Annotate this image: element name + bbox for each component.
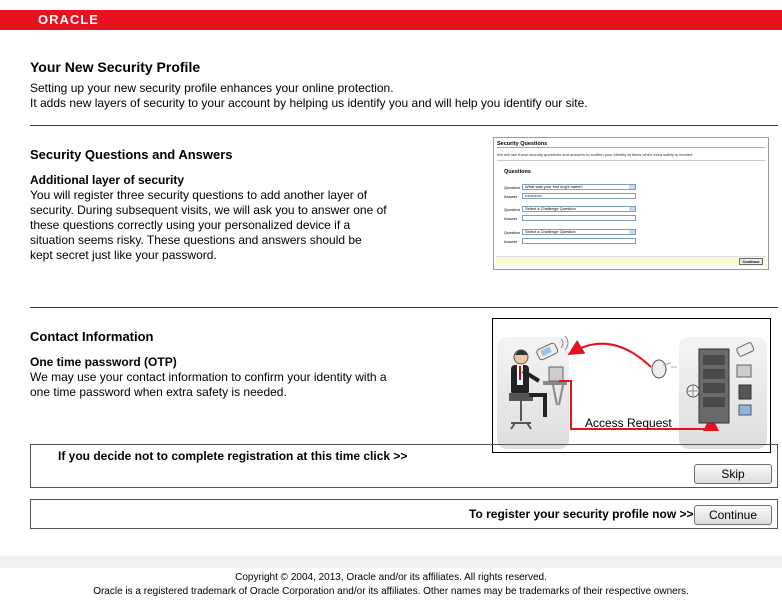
footer-trademark: Oracle is a registered trademark of Oracle Corporation and/or its affiliates. Other names may be trademarks of their respective owners. [93, 586, 689, 597]
skip-prompt: If you decide not to complete registration at this time click >> [58, 449, 408, 463]
preview-answer-input [522, 215, 636, 221]
skip-button[interactable]: Skip [694, 464, 772, 484]
chevron-down-icon [629, 207, 635, 211]
preview-question-label: Question [504, 185, 521, 190]
divider [30, 125, 778, 126]
preview-description: We will use these security questions and answers to confirm your identity at times when extra safety is needed. [497, 152, 694, 157]
preview-question-select: What was your first dog's name? [522, 184, 636, 190]
intro-line-1: Setting up your new security profile enhances your online protection. [30, 81, 394, 95]
preview-answer-label: Answer [504, 239, 518, 244]
preview-footer [496, 256, 766, 266]
body-line: security. During subsequent visits, we will ask you to answer one of [30, 203, 387, 217]
continue-button[interactable]: Continue [694, 505, 772, 525]
globe-icon [687, 385, 699, 397]
preview-question-label: Question [504, 207, 521, 212]
server-icon [699, 349, 729, 423]
chevron-down-icon [629, 185, 635, 189]
oracle-logo: ORACLE [38, 12, 99, 27]
header-bar [0, 10, 782, 30]
intro-line-2: It adds new layers of security to your account by helping us identify you and will help you identify our site. [30, 96, 588, 110]
preview-continue-button: Continue [739, 258, 763, 265]
otp-illustration-graphic [493, 319, 771, 453]
otp-arrow [571, 344, 651, 367]
contact-section-body [30, 370, 387, 400]
preview-answer-label: Answer [504, 194, 518, 199]
footer-copyright: Copyright © 2004, 2013, Oracle and/or its affiliates. All rights reserved. [235, 572, 547, 583]
body-line: We may use your contact information to confirm your identity with a [30, 370, 387, 384]
security-questions-preview-image [493, 137, 769, 270]
preview-title: Security Questions [497, 141, 548, 147]
questions-section-body [30, 188, 387, 263]
body-line: situation seems risky. These questions and answers should be [30, 233, 362, 247]
preview-answer-input: •••••••••••• [522, 193, 636, 199]
divider [30, 307, 778, 308]
access-request-caption: Access Request [585, 416, 672, 430]
preview-question-select: Select a Challenge Question [522, 206, 636, 212]
satellite-dish-icon [652, 360, 677, 378]
questions-section-title: Security Questions and Answers [30, 147, 233, 162]
body-line: kept secret just like your password. [30, 248, 217, 262]
footer-band [0, 556, 782, 568]
preview-answer-label: Answer [504, 216, 518, 221]
preview-heading: Questions [504, 169, 531, 175]
page-title: Your New Security Profile [30, 59, 201, 75]
questions-section-subtitle: Additional layer of security [30, 173, 185, 187]
preview-divider [497, 160, 765, 161]
preview-answer-input [522, 238, 636, 244]
chevron-down-icon [629, 230, 635, 234]
body-line: one time password when extra safety is needed. [30, 385, 287, 399]
contact-section-subtitle: One time password (OTP) [30, 355, 177, 369]
body-line: You will register three security questions to add another layer of [30, 188, 368, 202]
otp-illustration [492, 318, 771, 453]
continue-prompt: To register your security profile now >> [469, 507, 694, 521]
body-line: these questions correctly using your personalized device if a [30, 218, 351, 232]
preview-question-select: Select a Challenge Question [522, 229, 636, 235]
preview-question-label: Question [504, 230, 521, 235]
contact-section-title: Contact Information [30, 329, 154, 344]
preview-divider [497, 147, 765, 148]
